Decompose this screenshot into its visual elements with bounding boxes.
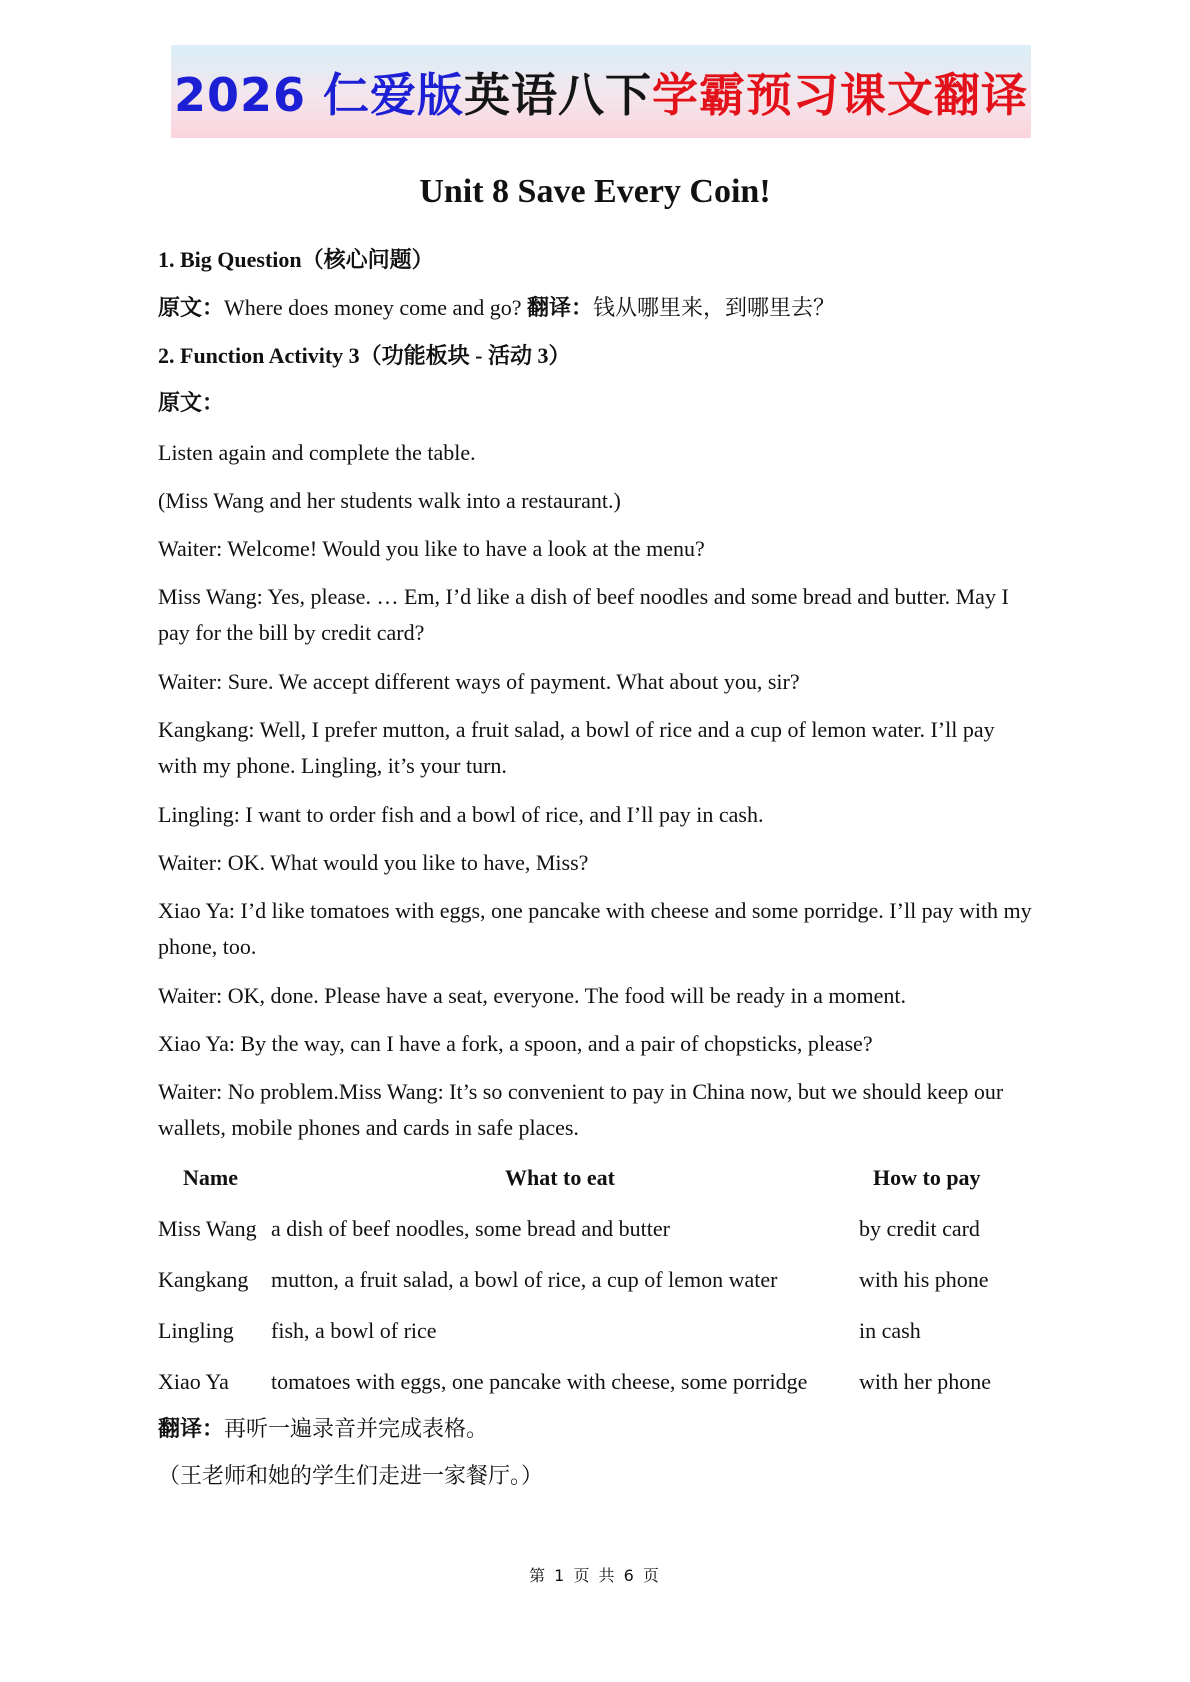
dialogue-line: Xiao Ya: By the way, can I have a fork, a spoon, and a pair of chopsticks, please?	[158, 1031, 873, 1056]
dialogue-line: Waiter: OK. What would you like to have, Miss?	[158, 850, 589, 875]
page-footer: 第 1 页 共 6 页	[529, 1566, 661, 1585]
dialogue-line: (Miss Wang and her students walk into a restaurant.)	[158, 488, 621, 513]
dialogue-line: Kangkang: Well, I prefer mutton, a fruit salad, a bowl of rice and a cup of lemon water. I’ll pay with my phone. Lingling, it’s your turn.	[158, 717, 995, 778]
section2-translation-line-1	[158, 1411, 488, 1448]
dialogue-line: Miss Wang: Yes, please. … Em, I’d like a dish of beef noodles and some bread and butter. May I pay for the bill by credit card?	[158, 584, 1009, 645]
table-cell-payment: with his phone	[859, 1267, 989, 1292]
table-cell-payment: with her phone	[859, 1369, 991, 1394]
dialogue-line: Listen again and complete the table.	[158, 440, 476, 465]
table-header-how-to-pay: How to pay	[873, 1165, 981, 1190]
table-cell-food: a dish of beef noodles, some bread and butter	[271, 1216, 670, 1241]
table-cell-payment: by credit card	[859, 1216, 980, 1241]
table-cell-food: tomatoes with eggs, one pancake with cheese, some porridge	[271, 1369, 808, 1394]
section2-trans-text-1: 再听一遍录音并完成表格。	[224, 1417, 489, 1442]
section1-trans-text: 钱从哪里来，到哪里去？	[593, 296, 836, 321]
section1-orig-text: Where does money come and go?	[224, 295, 522, 320]
table-cell-food: mutton, a fruit salad, a bowl of rice, a cup of lemon water	[271, 1267, 778, 1292]
dialogue-line: Waiter: Sure. We accept different ways of payment. What about you, sir?	[158, 669, 800, 694]
table-cell-name: Xiao Ya	[158, 1369, 229, 1394]
table-cell-name: Kangkang	[158, 1267, 249, 1292]
table-header-what-to-eat: What to eat	[505, 1165, 615, 1190]
banner-title	[171, 45, 1031, 138]
dialogue-line: Lingling: I want to order fish and a bowl of rice, and I’ll pay in cash.	[158, 802, 764, 827]
table-cell-name: Miss Wang	[158, 1216, 257, 1241]
table-cell-payment: in cash	[859, 1318, 921, 1343]
section1-trans-label: 翻译：	[527, 296, 594, 321]
section2-orig-label: 原文：	[158, 391, 225, 416]
section2-translation-line-2: （王老师和她的学生们走进一家餐厅。）	[158, 1464, 544, 1489]
dialogue-line: Waiter: OK, done. Please have a seat, everyone. The food will be ready in a moment.	[158, 983, 907, 1008]
banner-title-part-2: 英语八下	[464, 67, 653, 122]
section1-orig-label: 原文：	[158, 296, 225, 321]
table-cell-food: fish, a bowl of rice	[271, 1318, 437, 1343]
banner-title-part-3: 学霸预习课文翻译	[652, 67, 1029, 122]
unit-title: Unit 8 Save Every Coin!	[419, 173, 771, 210]
banner-title-part-1: 2026 仁爱版	[173, 67, 465, 122]
dialogue-line: Xiao Ya: I’d like tomatoes with eggs, one pancake with cheese and some porridge. I’ll pay with my phone, too.	[158, 898, 1032, 959]
section1-question-line	[158, 290, 835, 327]
table-header-name: Name	[183, 1165, 238, 1190]
section2-heading: 2. Function Activity 3（功能板块 - 活动 3）	[158, 343, 571, 368]
title-banner	[171, 45, 1031, 138]
dialogue-line: Waiter: No problem.Miss Wang: It’s so convenient to pay in China now, but we should keep our wallets, mobile phones and cards in safe places.	[158, 1079, 1004, 1140]
section1-heading: 1. Big Question（核心问题）	[158, 247, 434, 272]
table-cell-name: Lingling	[158, 1318, 234, 1343]
section2-trans-label: 翻译：	[158, 1417, 225, 1442]
dialogue-line: Waiter: Welcome! Would you like to have a look at the menu?	[158, 536, 705, 561]
